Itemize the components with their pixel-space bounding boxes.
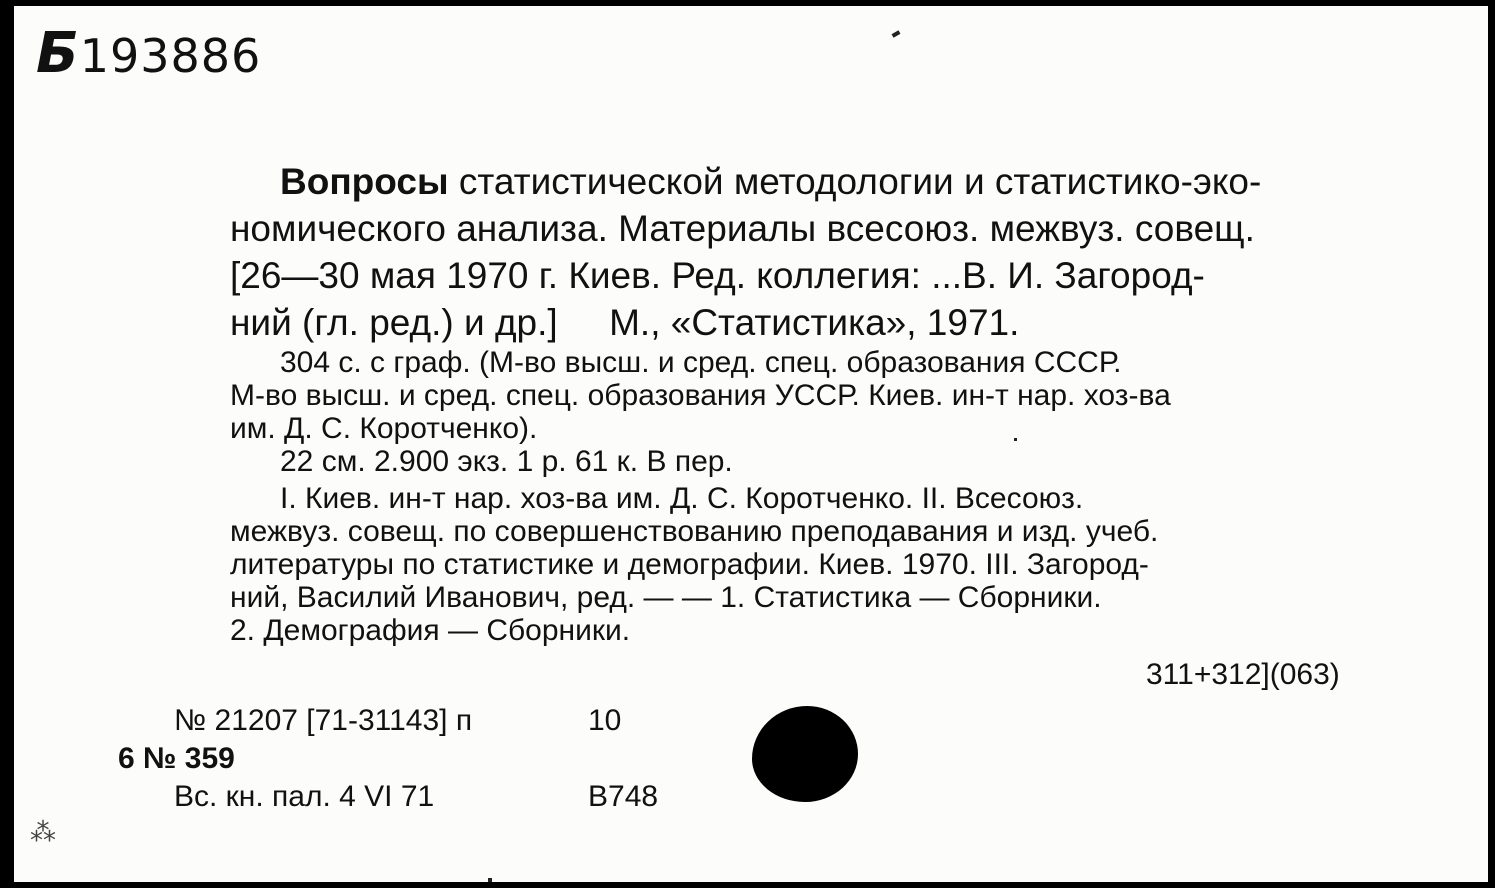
title-lead-word: Вопросы xyxy=(280,161,449,202)
stamp-prefix: Б xyxy=(36,21,80,86)
subject-line: межвуз. совещ. по совершенствованию преподавания и изд. учеб. xyxy=(230,515,1159,548)
subject-line: ний, Василий Иванович, ред. — — 1. Статистика — Сборники. xyxy=(230,581,1102,614)
punch-hole xyxy=(752,706,858,802)
subject-line: литературы по статистике и демографии. Киев. 1970. III. Загород- xyxy=(230,548,1149,581)
order-code: В748 xyxy=(588,780,659,813)
ink-speck xyxy=(488,878,492,882)
chamber-date: Вс. кн. пал. 4 VI 71 xyxy=(174,780,435,813)
subject-line: 2. Демография — Сборники. xyxy=(230,614,631,647)
series-number: 6 № 359 xyxy=(118,742,235,775)
bibliographic-title xyxy=(230,158,1400,346)
sheet-count: 10 xyxy=(588,704,622,737)
title-line: ний (гл. ред.) и др.] М., «Статистика», 1971. xyxy=(230,302,1020,343)
physical-description xyxy=(230,346,1400,478)
catalog-card xyxy=(14,6,1488,882)
stamp-number: 193886 xyxy=(79,29,262,83)
description-line: М-во высш. и сред. спец. образования УССР. Киев. ин-т нар. хоз-ва xyxy=(230,379,1171,412)
description-line: 304 с. с граф. (М-во высш. и сред. спец. образования СССР. xyxy=(280,346,1122,379)
corner-mark-icon: ⁂ xyxy=(30,818,56,848)
inventory-stamp xyxy=(36,21,262,86)
subject-entries xyxy=(230,482,1400,647)
description-line: им. Д. С. Коротченко). xyxy=(230,412,538,445)
subject-line: I. Киев. ин-т нар. хоз-ва им. Д. С. Коротченко. II. Всесоюз. xyxy=(280,482,1084,515)
title-line: [26—30 мая 1970 г. Киев. Ред. коллегия: ...В. И. Загород- xyxy=(230,255,1205,296)
ink-speck xyxy=(892,30,901,37)
title-line: номического анализа. Материалы всесоюз. межвуз. совещ. xyxy=(230,208,1255,249)
title-line: Вопросы статистической методологии и статистико-эко- xyxy=(280,161,1262,202)
classification-code: 311+312](063) xyxy=(1146,658,1340,691)
registration-number: № 21207 [71-31143] п xyxy=(174,704,473,737)
format-line: 22 см. 2.900 экз. 1 р. 61 к. В пер. xyxy=(280,445,733,478)
